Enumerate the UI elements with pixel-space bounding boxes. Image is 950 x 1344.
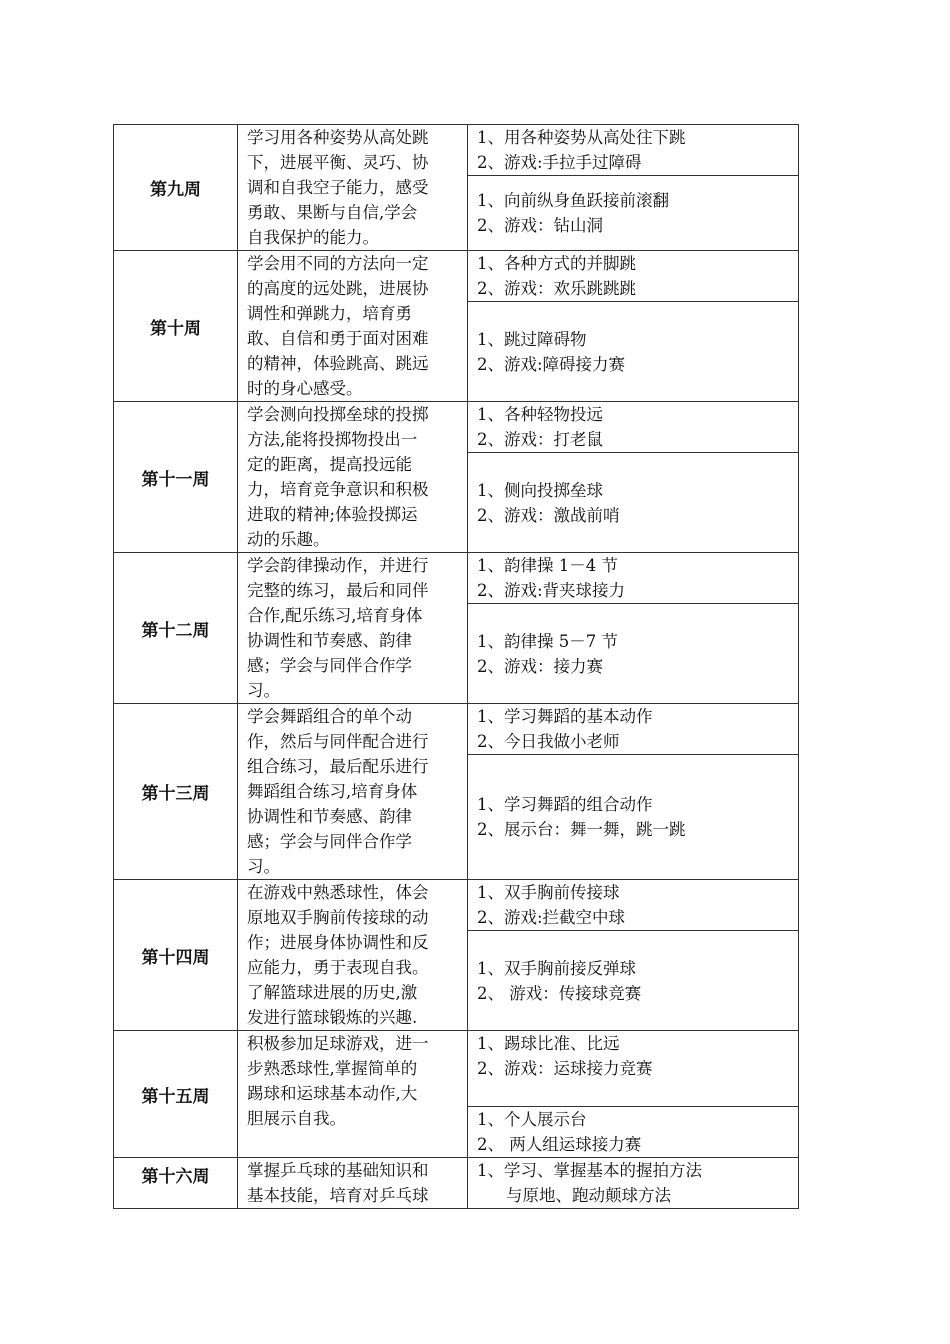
lesson-line: 2、 游戏：传接球竞赛 <box>477 983 642 1003</box>
week-goal <box>238 553 468 704</box>
lesson-line: 1、跳过障碍物 <box>477 329 587 349</box>
schedule-table <box>113 124 799 1209</box>
goal-line: 协调性和节奏感、韵律 <box>247 807 412 826</box>
lesson-cell <box>468 176 799 251</box>
lesson-cell <box>468 931 799 1031</box>
lesson-line: 2、展示台：舞一舞，跳一跳 <box>477 820 686 839</box>
lesson-line: 1、向前纵身鱼跃接前滚翻 <box>477 191 669 210</box>
goal-line: 习。 <box>247 857 280 876</box>
lesson-line: 1、个人展示台 <box>477 1110 587 1129</box>
lesson-line: 2、游戏：钻山洞 <box>477 216 603 235</box>
goal-line: 方法,能将投掷物投出一 <box>247 430 418 449</box>
table-row <box>114 553 799 604</box>
week-label: 第十四周 <box>114 880 238 1031</box>
table-row <box>114 1031 799 1107</box>
table-row <box>114 251 799 302</box>
lesson-line: 1、用各种姿势从高处往下跳 <box>477 128 686 147</box>
goal-line: 学会用不同的方法向一定 <box>247 254 429 273</box>
lesson-line: 1、学习舞蹈的基本动作 <box>477 707 653 726</box>
goal-line: 积极参加足球游戏，进一 <box>247 1034 429 1053</box>
lesson-line: 1、韵律操 1－4 节 <box>477 556 618 575</box>
lesson-line: 1、学习、掌握基本的握拍方法 <box>477 1161 702 1180</box>
lesson-cell <box>468 1107 799 1158</box>
goal-line: 协调性和节奏感、韵律 <box>247 631 412 650</box>
week-goal <box>238 251 468 402</box>
goal-line: 学会韵律操动作，并进行 <box>247 556 429 575</box>
goal-line: 感；学会与同伴合作学 <box>247 656 412 675</box>
week-label: 第十三周 <box>114 704 238 880</box>
lesson-line: 2、游戏：运球接力竞赛 <box>477 1059 653 1078</box>
lesson-cell <box>468 1031 799 1107</box>
lesson-cell <box>468 604 799 704</box>
week-goal <box>238 1031 468 1158</box>
goal-line: 步熟悉球性,掌握简单的 <box>247 1059 418 1078</box>
lesson-line: 2、游戏:背夹球接力 <box>477 581 626 600</box>
goal-line: 基本技能，培育对乒乓球 <box>247 1186 429 1205</box>
goal-line: 应能力，勇于表现自我。 <box>247 958 429 977</box>
goal-line: 踢球和运球基本动作,大 <box>247 1084 418 1103</box>
lesson-line: 1、各种方式的并脚跳 <box>477 254 636 273</box>
goal-line: 在游戏中熟悉球性，体会 <box>247 883 429 902</box>
table-row <box>114 402 799 453</box>
goal-line: 下，进展平衡、灵巧、协 <box>247 153 429 172</box>
lesson-cell <box>468 880 799 931</box>
goal-line: 调和自我空子能力，感受 <box>247 178 429 197</box>
goal-line: 进取的精神;体验投掷运 <box>247 505 418 524</box>
goal-line: 动的乐趣。 <box>247 530 330 549</box>
goal-line: 合作,配乐练习,培育身体 <box>247 606 423 625</box>
goal-line: 勇敢、果断与自信,学会 <box>247 203 418 222</box>
lesson-line: 2、 两人组运球接力赛 <box>477 1135 642 1154</box>
goal-line: 时的身心感受。 <box>247 379 363 398</box>
lesson-line: 2、游戏:拦截空中球 <box>477 908 626 927</box>
goal-line: 敢、自信和勇于面对困难 <box>247 329 429 348</box>
lesson-line: 1、韵律操 5－7 节 <box>477 631 618 651</box>
week-goal <box>238 125 468 251</box>
lesson-cell <box>468 755 799 880</box>
lesson-line: 1、双手胸前接反弹球 <box>477 958 636 978</box>
lesson-line: 2、游戏：打老鼠 <box>477 430 603 449</box>
table-row <box>114 704 799 755</box>
goal-line: 学习用各种姿势从高处跳 <box>247 128 429 147</box>
week-label: 第十五周 <box>114 1031 238 1158</box>
goal-line: 自我保护的能力。 <box>247 228 379 247</box>
lesson-line: 2、游戏：激战前哨 <box>477 505 620 525</box>
lesson-cell <box>468 453 799 553</box>
lesson-line: 1、学习舞蹈的组合动作 <box>477 795 653 814</box>
lesson-line: 2、今日我做小老师 <box>477 732 620 751</box>
goal-line: 舞蹈组合练习,培育身体 <box>247 782 418 801</box>
week-goal <box>238 880 468 1031</box>
lesson-line: 2、游戏：接力赛 <box>477 656 603 676</box>
week-label: 第十一周 <box>114 402 238 553</box>
lesson-cell <box>468 125 799 176</box>
lesson-cell <box>468 402 799 453</box>
lesson-line: 2、游戏：欢乐跳跳跳 <box>477 279 636 298</box>
goal-line: 的高度的远处跳，进展协 <box>247 279 429 298</box>
lesson-line: 1、各种轻物投远 <box>477 405 603 424</box>
goal-line: 组合练习，最后配乐进行 <box>247 757 429 776</box>
week-label: 第十二周 <box>114 553 238 704</box>
lesson-line: 1、踢球比准、比远 <box>477 1034 620 1053</box>
goal-line: 定的距离，提高投远能 <box>247 455 412 474</box>
lesson-line: 与原地、跑动颠球方法 <box>506 1186 671 1205</box>
lesson-cell <box>468 251 799 302</box>
goal-line: 掌握乒乓球的基础知识和 <box>247 1161 429 1180</box>
week-label: 第十周 <box>114 251 238 402</box>
schedule-body <box>114 125 799 1209</box>
goal-line: 胆展示自我。 <box>247 1109 346 1128</box>
week-label: 第九周 <box>114 125 238 251</box>
week-goal <box>238 704 468 880</box>
table-row <box>114 125 799 176</box>
lesson-cell <box>468 704 799 755</box>
week-goal <box>238 1158 468 1209</box>
goal-line: 习。 <box>247 681 280 700</box>
goal-line: 了解篮球进展的历史,激 <box>247 983 418 1002</box>
lesson-cell <box>468 553 799 604</box>
table-row <box>114 1158 799 1209</box>
goal-line: 作，然后与同伴配合进行 <box>247 732 429 751</box>
goal-line: 学会测向投掷垒球的投掷 <box>247 405 429 424</box>
goal-line: 完整的练习，最后和同伴 <box>247 581 429 600</box>
lesson-line: 2、游戏:手拉手过障碍 <box>477 153 642 172</box>
lesson-line: 1、双手胸前传接球 <box>477 883 620 902</box>
lesson-cell <box>468 1158 799 1209</box>
goal-line: 力，培育竞争意识和积极 <box>247 480 429 499</box>
week-label: 第十六周 <box>114 1158 238 1209</box>
goal-line: 感；学会与同伴合作学 <box>247 832 412 851</box>
goal-line: 学会舞蹈组合的单个动 <box>247 707 412 726</box>
week-goal <box>238 402 468 553</box>
table-row <box>114 880 799 931</box>
lesson-cell <box>468 302 799 402</box>
lesson-line: 1、侧向投掷垒球 <box>477 480 603 500</box>
goal-line: 发进行篮球锻炼的兴趣. <box>247 1008 418 1027</box>
goal-line: 调性和弹跳力，培育勇 <box>247 304 412 323</box>
goal-line: 原地双手胸前传接球的动 <box>247 908 429 927</box>
goal-line: 作；进展身体协调性和反 <box>247 933 429 952</box>
goal-line: 的精神，体验跳高、跳远 <box>247 354 429 373</box>
lesson-line: 2、游戏:障碍接力赛 <box>477 354 626 374</box>
